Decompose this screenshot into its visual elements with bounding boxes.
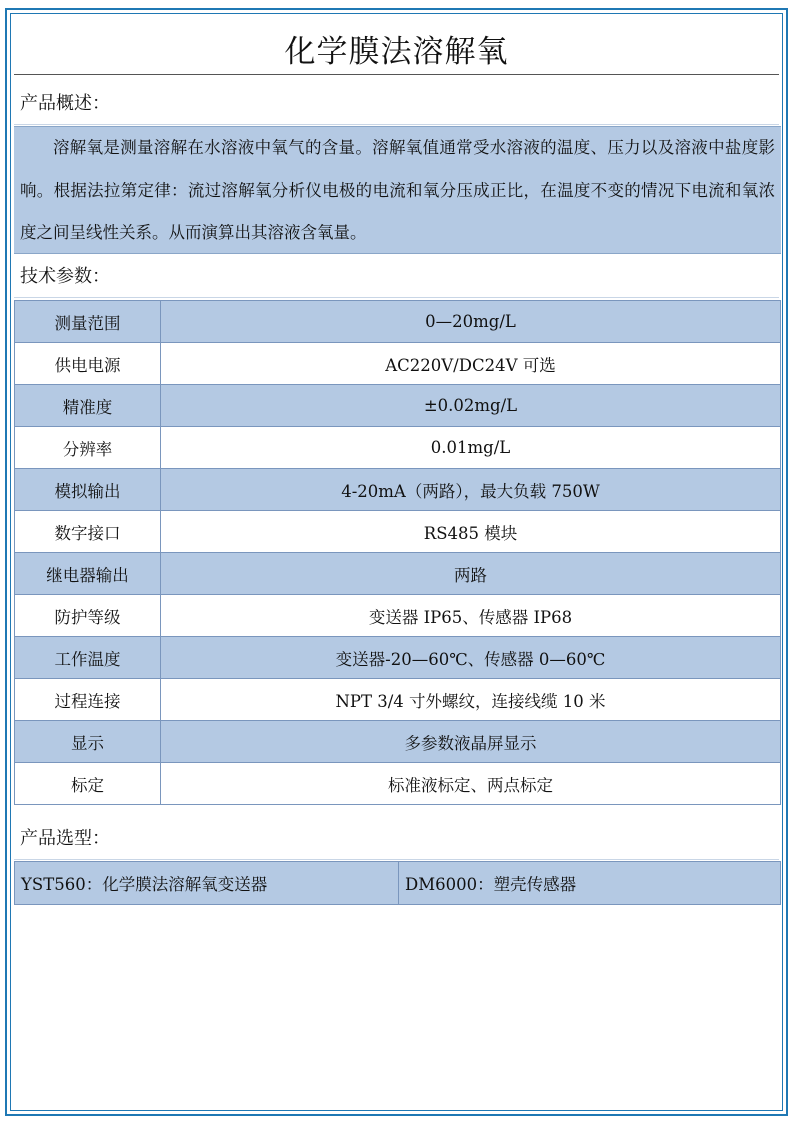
spec-label: 标定 <box>15 763 161 805</box>
table-row <box>15 721 781 763</box>
spec-label: 模拟输出 <box>15 469 161 511</box>
table-row <box>15 637 781 679</box>
table-row <box>15 343 781 385</box>
spec-value: 0.01mg/L <box>161 427 781 469</box>
spec-value: 多参数液晶屏显示 <box>161 721 781 763</box>
spec-label: 分辨率 <box>15 427 161 469</box>
spec-value: RS485 模块 <box>161 511 781 553</box>
spec-label: 过程连接 <box>15 679 161 721</box>
page-title: 化学膜法溶解氧 <box>284 34 509 70</box>
table-row <box>15 301 781 343</box>
spec-value: AC220V/DC24V 可选 <box>161 343 781 385</box>
spec-label: 数字接口 <box>15 511 161 553</box>
table-row <box>15 679 781 721</box>
spec-value: 两路 <box>161 553 781 595</box>
spec-label: 继电器输出 <box>15 553 161 595</box>
table-row <box>15 595 781 637</box>
title-divider <box>14 74 779 75</box>
model-cell-transmitter: YST560：化学膜法溶解氧变送器 <box>15 862 399 905</box>
table-row <box>15 763 781 805</box>
table-row <box>15 469 781 511</box>
table-row <box>15 862 781 905</box>
spec-label: 测量范围 <box>15 301 161 343</box>
spec-label: 工作温度 <box>15 637 161 679</box>
spec-value: ±0.02mg/L <box>161 385 781 427</box>
models-heading: 产品选型： <box>14 818 779 860</box>
table-row <box>15 427 781 469</box>
specs-heading: 技术参数： <box>14 256 779 298</box>
spec-label: 供电电源 <box>15 343 161 385</box>
table-row <box>15 385 781 427</box>
models-table <box>14 861 781 905</box>
spec-label: 显示 <box>15 721 161 763</box>
spec-value: 4-20mA（两路），最大负载 750W <box>161 469 781 511</box>
spec-value: 0—20mg/L <box>161 301 781 343</box>
overview-heading: 产品概述： <box>14 83 779 125</box>
table-row <box>15 511 781 553</box>
table-row <box>15 553 781 595</box>
spec-value: NPT 3/4 寸外螺纹，连接线缆 10 米 <box>161 679 781 721</box>
spec-value: 变送器-20—60℃、传感器 0—60℃ <box>161 637 781 679</box>
spec-value: 标准液标定、两点标定 <box>161 763 781 805</box>
overview-paragraph: 溶解氧是测量溶解在水溶液中氧气的含量。溶解氧值通常受水溶液的温度、压力以及溶液中盐度影响。根据法拉第定律：流过溶解氧分析仪电极的电流和氧分压成正比，在温度不变的情况下电流和氧浓度之间呈线性关系。从而演算出其溶液含氧量。 <box>14 126 781 254</box>
spec-label: 精准度 <box>15 385 161 427</box>
model-cell-sensor: DM6000：塑壳传感器 <box>399 862 781 905</box>
spec-label: 防护等级 <box>15 595 161 637</box>
spec-value: 变送器 IP65、传感器 IP68 <box>161 595 781 637</box>
specs-table <box>14 300 781 805</box>
